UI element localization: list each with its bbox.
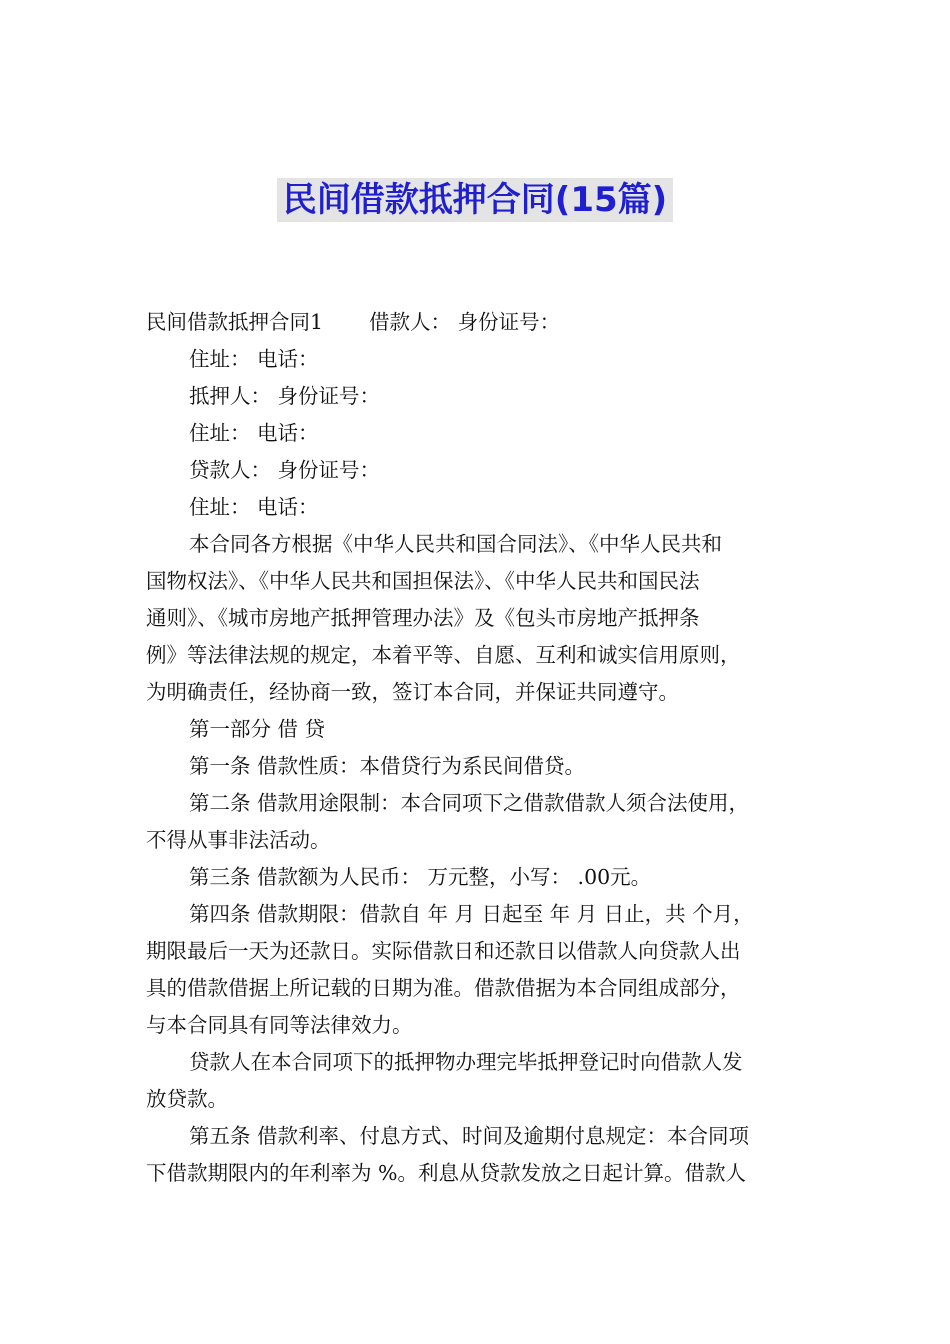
paragraph-line: 期限最后一天为还款日。实际借款日和还款日以借款人向贷款人出 [146,939,741,963]
paragraph-line: 通则》、《城市房地产抵押管理办法》及《包头市房地产抵押条 [146,606,700,630]
article-one: 第一条 借款性质：本借贷行为系民间借贷。 [189,754,586,778]
mortgagor-address-line: 住址： 电话： [189,421,319,445]
paragraph-line: 放贷款。 [146,1087,228,1111]
paragraph-line: 第四条 借款期限：借款自 年 月 日起至 年 月 日止，共 个月， [189,902,754,926]
loan-release-paragraph [146,1044,806,1118]
paragraph-line: 本合同各方根据《中华人民共和国合同法》、《中华人民共和 [189,532,722,556]
paragraph-line: 不得从事非法活动。 [146,828,331,852]
lender-id-line: 贷款人： 身份证号： [189,458,381,482]
document-title: 民间借款抵押合同(15篇) [277,178,673,222]
paragraph-line: 国物权法》、《中华人民共和国担保法》、《中华人民共和国民法 [146,569,700,593]
paragraph-line: 第五条 借款利率、付息方式、时间及逾期付息规定：本合同项 [189,1124,750,1148]
paragraph-line: 与本合同具有同等法律效力。 [146,1013,413,1037]
contract-number-label: 民间借款抵押合同1 [146,310,324,334]
contract-heading-line [146,304,806,341]
paragraph-line: 第二条 借款用途限制：本合同项下之借款借款人须合法使用， [189,791,750,815]
article-four [146,896,806,1044]
lender-address-line: 住址： 电话： [189,495,319,519]
title-container [0,178,950,222]
article-two [146,785,806,859]
article-three: 第三条 借款额为人民币： 万元整，小写： .00元。 [189,865,652,889]
borrower-address-line: 住址： 电话： [189,347,319,371]
paragraph-line: 下借款期限内的年利率为 %。利息从贷款发放之日起计算。借款人 [146,1161,746,1185]
mortgagor-id-line: 抵押人： 身份证号： [189,384,381,408]
document-body [146,304,806,1192]
intro-paragraph [146,526,806,711]
paragraph-line: 为明确责任，经协商一致，签订本合同，并保证共同遵守。 [146,680,679,704]
paragraph-line: 具的借款借据上所记载的日期为准。借款借据为本合同组成部分， [146,976,741,1000]
paragraph-line: 例》等法律法规的规定，本着平等、自愿、互利和诚实信用原则， [146,643,741,667]
borrower-id-line: 借款人： 身份证号： [369,310,561,334]
article-five [146,1118,806,1192]
paragraph-line: 贷款人在本合同项下的抵押物办理完毕抵押登记时向借款人发 [189,1050,743,1074]
part-one-heading: 第一部分 借 贷 [189,717,326,741]
